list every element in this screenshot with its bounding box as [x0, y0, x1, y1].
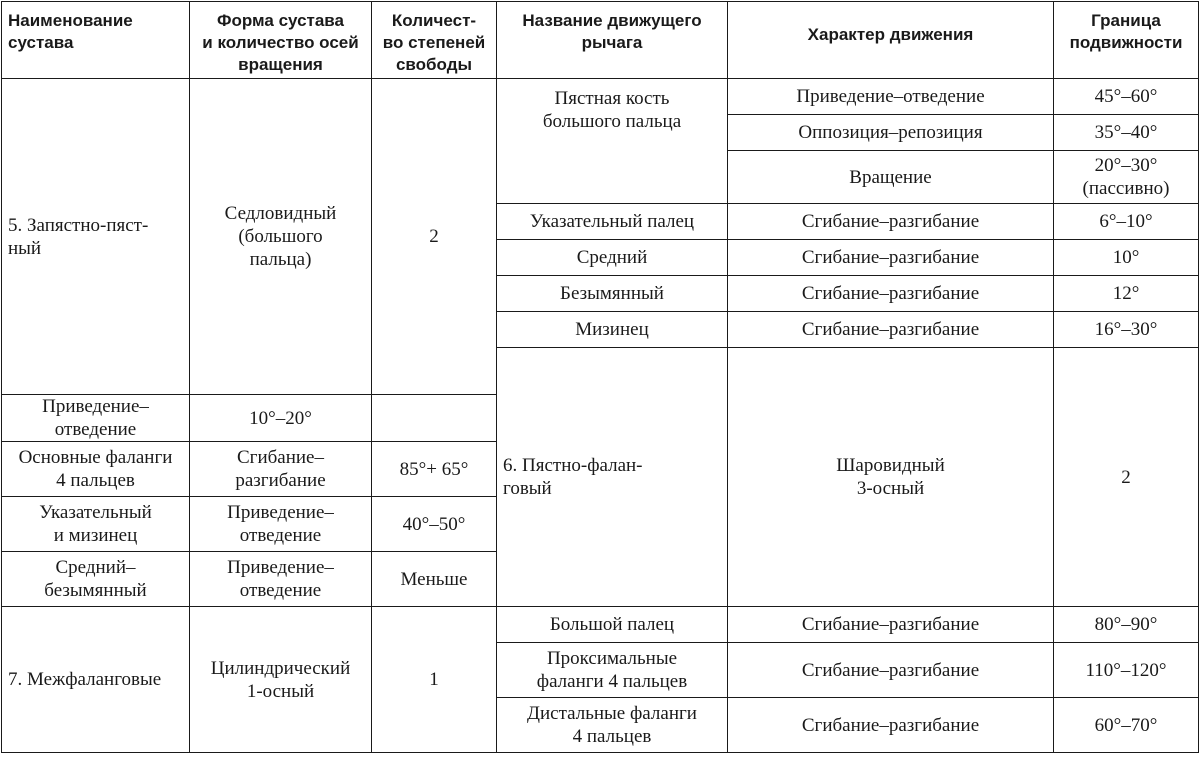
lever-cell: Указательный палец	[497, 204, 728, 240]
header-lever: Название движущего рычага	[497, 2, 728, 79]
dof-cell: 2	[1054, 348, 1199, 607]
lever-cell: Дистальные фаланги 4 пальцев	[497, 698, 728, 753]
movement-cell: Приведение–отведение	[190, 552, 372, 607]
dof-cell: 1	[372, 607, 497, 753]
shape-cell: Седловидный (большого пальца)	[190, 79, 372, 395]
shape-cell: Шаровидный 3-осный	[728, 348, 1054, 607]
lever-cell: Основные фаланги 4 пальцев	[2, 442, 190, 497]
limit-cell: 35°–40°	[1054, 115, 1199, 151]
limit-cell: 6°–10°	[1054, 204, 1199, 240]
lever-cell: Указательный и мизинец	[2, 497, 190, 552]
limit-cell: 110°–120°	[1054, 643, 1199, 698]
limit-cell: 40°–50°	[372, 497, 497, 552]
movement-cell: Сгибание–разгибание	[728, 698, 1054, 753]
movement-cell: Сгибание–разгибание	[728, 204, 1054, 240]
limit-cell: 60°–70°	[1054, 698, 1199, 753]
lever-cell: Мизинец	[497, 312, 728, 348]
movement-cell: Приведение–отведение	[2, 395, 190, 442]
limit-cell: 12°	[1054, 276, 1199, 312]
header-movement: Характер движения	[728, 2, 1054, 79]
limit-cell: Меньше	[372, 552, 497, 607]
joint-cell: 5. Запястно-пяст- ный	[2, 79, 190, 395]
shape-cell: Цилиндрический 1-осный	[190, 607, 372, 753]
movement-cell: Приведение–отведение	[728, 79, 1054, 115]
limit-cell: 85°+ 65°	[372, 442, 497, 497]
table-row	[2, 607, 1199, 643]
lever-cell: Проксимальные фаланги 4 пальцев	[497, 643, 728, 698]
lever-cell: Средний	[497, 240, 728, 276]
limit-cell: 20°–30° (пассивно)	[1054, 151, 1199, 204]
limit-cell: 10°–20°	[190, 395, 372, 442]
limit-cell: 45°–60°	[1054, 79, 1199, 115]
movement-cell: Сгибание–разгибание	[728, 312, 1054, 348]
table-row	[2, 79, 1199, 115]
limit-cell: 16°–30°	[1054, 312, 1199, 348]
movement-cell: Вращение	[728, 151, 1054, 204]
movement-cell: Приведение–отведение	[190, 497, 372, 552]
joint-cell: 6. Пястно-фалан- говый	[497, 348, 728, 607]
header-limit: Граница подвижности	[1054, 2, 1199, 79]
joints-mobility-table	[1, 1, 1199, 753]
limit-cell: 80°–90°	[1054, 607, 1199, 643]
lever-cell: Средний– безымянный	[2, 552, 190, 607]
header-shape: Форма сустава и количество осей вращения	[190, 2, 372, 79]
dof-cell: 2	[372, 79, 497, 395]
joint-cell: 7. Межфаланговые	[2, 607, 190, 753]
movement-cell: Сгибание–разгибание	[190, 442, 372, 497]
movement-cell: Оппозиция–репозиция	[728, 115, 1054, 151]
movement-cell: Сгибание–разгибание	[728, 643, 1054, 698]
movement-cell: Сгибание–разгибание	[728, 607, 1054, 643]
header-row	[2, 2, 1199, 79]
lever-cell: Пястная кость большого пальца	[497, 79, 728, 204]
limit-cell: 10°	[1054, 240, 1199, 276]
header-dof: Количест- во степеней свободы	[372, 2, 497, 79]
movement-cell: Сгибание–разгибание	[728, 276, 1054, 312]
movement-cell: Сгибание–разгибание	[728, 240, 1054, 276]
lever-cell: Большой палец	[497, 607, 728, 643]
header-joint: Наименование сустава	[2, 2, 190, 79]
lever-cell: Безымянный	[497, 276, 728, 312]
